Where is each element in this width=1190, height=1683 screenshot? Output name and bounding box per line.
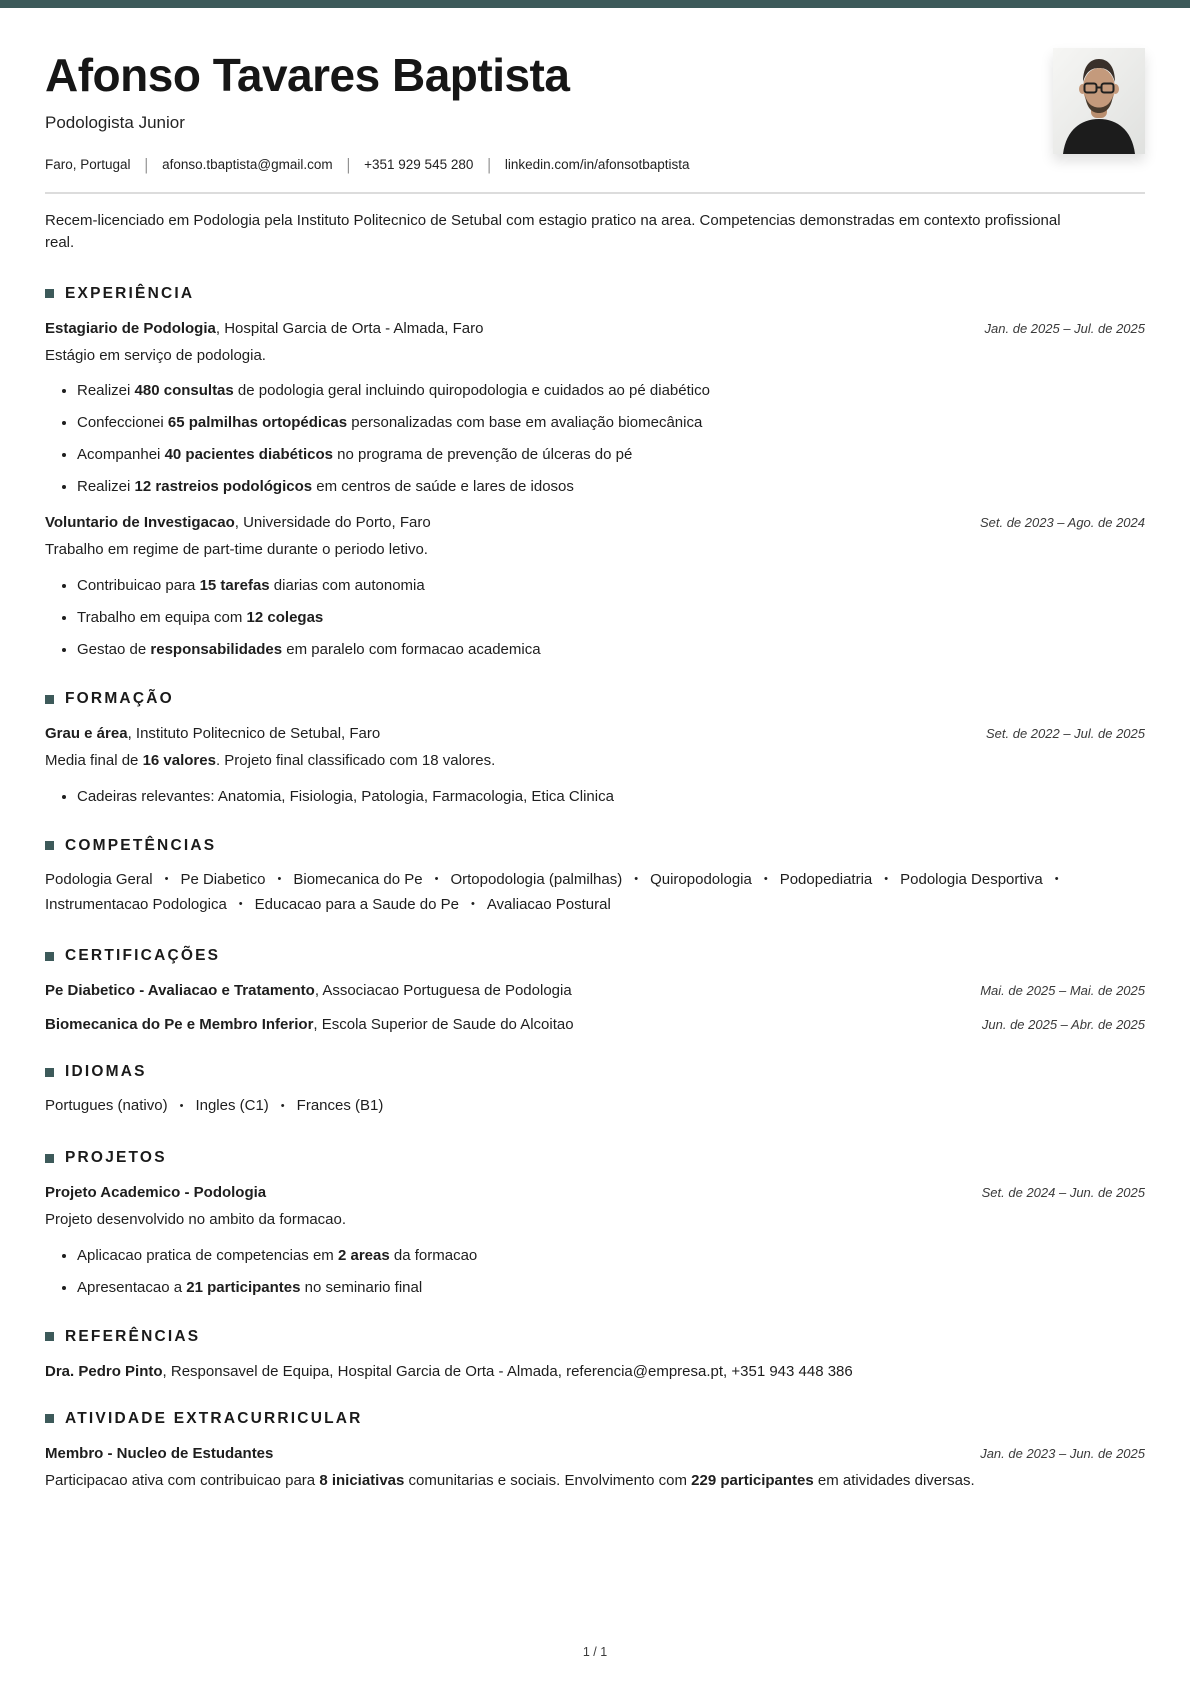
list-separator: • — [434, 873, 439, 886]
entry-date: Set. de 2022 – Jul. de 2025 — [985, 726, 1145, 742]
candidate-job-title: Podologista Junior — [45, 112, 185, 132]
bullet-item — [77, 1277, 1145, 1298]
bullet-text: diarias com autonomia — [269, 577, 425, 595]
entry-title-school: , Instituto Politecnico de Setubal, Faro — [127, 725, 381, 743]
reference-details: , Responsavel de Equipa, Hospital Garcia de Orta - Almada, referencia@empresa.pt, +351 943 448 386 — [162, 1362, 853, 1380]
section-marker-icon — [45, 841, 54, 850]
list-item: Podologia Desportiva — [900, 870, 1043, 888]
certification-name: Biomecanica do Pe e Membro Inferior — [45, 1016, 314, 1034]
entry-description: Estágio em serviço de podologia. — [45, 346, 266, 364]
list-item: Ingles (C1) — [195, 1097, 269, 1115]
entry-description — [45, 750, 1145, 772]
bullet-item — [77, 1245, 1145, 1266]
bullet-text: Apresentacao a — [77, 1278, 187, 1296]
bullet-list — [45, 575, 1145, 660]
entry-title — [45, 1445, 273, 1462]
section-marker-icon — [45, 289, 54, 298]
list-item: Podopediatria — [779, 870, 873, 888]
bullet-text: Confeccionei — [77, 414, 168, 432]
bullet-text: Aplicacao pratica de competencias em — [77, 1246, 338, 1264]
section-heading-label: FORMAÇÃO — [65, 690, 174, 708]
certification-entry — [45, 982, 1145, 999]
bullet-text: em paralelo com formacao academica — [282, 641, 541, 659]
bullet-text: Realizei — [77, 478, 135, 496]
profile-photo-illustration — [1053, 48, 1145, 154]
list-separator: | — [487, 154, 491, 174]
section-heading-label: ATIVIDADE EXTRACURRICULAR — [65, 1409, 363, 1427]
desc-text: Media final de — [45, 752, 143, 770]
bullet-highlight: 40 pacientes diabéticos — [164, 446, 333, 464]
list-item: linkedin.com/in/afonsotbaptista — [504, 156, 690, 172]
skills-list — [45, 868, 1145, 918]
entry-title — [45, 1184, 266, 1201]
entry-date: Jan. de 2025 – Jul. de 2025 — [984, 320, 1145, 336]
section-marker-icon — [45, 1414, 54, 1423]
certification-name: Pe Diabetico - Avaliacao e Tratamento — [45, 982, 315, 1000]
section-idiomas — [45, 1063, 1145, 1119]
contact-row — [45, 154, 1145, 174]
list-item: Frances (B1) — [296, 1097, 384, 1115]
bullet-item — [77, 444, 1145, 465]
bullet-highlight: 65 palmilhas ortopédicas — [167, 414, 348, 432]
entry-title — [45, 725, 380, 742]
bullet-list — [45, 1245, 1145, 1298]
bullet-text: Acompanhei — [77, 446, 165, 464]
bullet-text: em centros de saúde e lares de idosos — [312, 478, 574, 496]
desc-highlight: 8 iniciativas — [319, 1471, 405, 1489]
list-item: Instrumentacao Podologica — [45, 895, 227, 913]
education-entry — [45, 725, 1145, 807]
bullet-text: personalizadas com base em avaliação biomecânica — [347, 414, 703, 432]
section-heading-competencias — [45, 837, 1145, 855]
entry-description: Projeto desenvolvido no ambito da formacao. — [45, 1211, 347, 1229]
entry-title — [45, 1016, 574, 1033]
section-heading-label: COMPETÊNCIAS — [65, 836, 217, 854]
list-item: Educacao para a Saude do Pe — [254, 895, 459, 913]
bullet-highlight: 12 colegas — [246, 609, 324, 627]
section-marker-icon — [45, 1068, 54, 1077]
project-entry — [45, 1184, 1145, 1298]
desc-highlight: 229 participantes — [691, 1471, 814, 1489]
bullet-text: Contribuicao para — [77, 577, 200, 595]
bullet-item — [77, 380, 1145, 401]
list-item: Portugues (nativo) — [45, 1097, 168, 1115]
reference-line — [45, 1363, 1145, 1380]
bullet-highlight: 12 rastreios podológicos — [134, 478, 313, 496]
section-heading-certificacoes — [45, 947, 1145, 965]
entry-title — [45, 514, 431, 531]
entry-title — [45, 982, 572, 999]
list-item: +351 929 545 280 — [364, 156, 474, 172]
entry-title-role: Voluntario de Investigacao — [45, 514, 235, 532]
experience-entry — [45, 320, 1145, 498]
bullet-text: Gestao de — [77, 641, 151, 659]
candidate-name: Afonso Tavares Baptista — [45, 49, 570, 101]
activity-entry — [45, 1445, 1145, 1492]
summary-text: Recem-licenciado em Podologia pela Instituto Politecnico de Setubal com estagio pratico na area. Competencias demonstradas em contexto profissional real. — [45, 211, 1061, 252]
desc-text: . Projeto final classificado com 18 valores. — [215, 752, 496, 770]
list-item: Quiropodologia — [650, 870, 752, 888]
list-item: afonso.tbaptista@gmail.com — [162, 156, 333, 172]
bullet-item — [77, 412, 1145, 433]
bullet-item — [77, 476, 1145, 497]
section-heading-label: EXPERIÊNCIA — [65, 284, 195, 302]
section-experiencia — [45, 285, 1145, 661]
list-item: Faro, Portugal — [45, 156, 131, 172]
list-item: Biomecanica do Pe — [293, 870, 423, 888]
section-marker-icon — [45, 1154, 54, 1163]
experience-entry — [45, 514, 1145, 660]
profile-photo — [1053, 48, 1145, 154]
section-heading-label: REFERÊNCIAS — [65, 1327, 201, 1345]
bullet-text: no programa de prevenção de úlceras do pé — [332, 446, 633, 464]
certification-issuer: , Escola Superior de Saude do Alcoitao — [313, 1016, 574, 1034]
list-separator: | — [144, 154, 149, 174]
bullet-item — [77, 786, 1145, 807]
section-referencias — [45, 1328, 1145, 1380]
list-separator: • — [634, 873, 639, 886]
section-atividade-extracurricular — [45, 1410, 1145, 1492]
entry-title-role: Estagiario de Podologia — [45, 319, 216, 337]
bullet-text: de podologia geral incluindo quiropodologia e cuidados ao pé diabético — [233, 382, 710, 400]
section-marker-icon — [45, 1332, 54, 1341]
section-marker-icon — [45, 952, 54, 961]
section-formacao — [45, 690, 1145, 807]
bullet-highlight: 15 tarefas — [199, 577, 270, 595]
section-heading-label: PROJETOS — [65, 1149, 167, 1167]
list-separator: • — [179, 1099, 184, 1112]
list-separator: • — [763, 873, 768, 886]
entry-description: Trabalho em regime de part-time durante o periodo letivo. — [45, 541, 428, 559]
bullet-text: Realizei — [77, 382, 135, 400]
entry-date: Set. de 2023 – Ago. de 2024 — [979, 515, 1145, 531]
list-item: Podologia Geral — [45, 870, 153, 888]
list-separator: • — [164, 873, 169, 886]
list-item: Ortopodologia (palmilhas) — [450, 870, 623, 888]
entry-title — [45, 320, 483, 337]
list-separator: • — [470, 898, 475, 911]
entry-description — [45, 1470, 1145, 1492]
desc-text: Participacao ativa com contribuicao para — [45, 1471, 320, 1489]
certification-issuer: , Associacao Portuguesa de Podologia — [314, 982, 572, 1000]
section-heading-idiomas — [45, 1063, 1145, 1081]
reference-name: Dra. Pedro Pinto — [45, 1362, 163, 1380]
bullet-text: no seminario final — [300, 1278, 423, 1296]
list-separator: • — [277, 873, 282, 886]
bullet-highlight: 480 consultas — [134, 382, 234, 400]
section-heading-label: CERTIFICAÇÕES — [65, 947, 221, 965]
section-competencias — [45, 837, 1145, 918]
entry-title-degree: Grau e área — [45, 725, 128, 743]
bullet-list — [45, 786, 1145, 807]
section-heading-projetos — [45, 1149, 1145, 1167]
section-heading-experiencia — [45, 285, 1145, 303]
entry-title-org: , Universidade do Porto, Faro — [234, 514, 431, 532]
bullet-list — [45, 380, 1145, 497]
list-separator: • — [280, 1099, 285, 1112]
bullet-highlight: responsabilidades — [150, 641, 283, 659]
desc-text: em atividades diversas. — [813, 1471, 975, 1489]
list-separator: | — [346, 154, 351, 174]
list-item: Pe Diabetico — [180, 870, 266, 888]
bullet-item — [77, 607, 1145, 628]
section-marker-icon — [45, 695, 54, 704]
section-certificacoes — [45, 947, 1145, 1033]
reference-entry — [45, 1363, 1145, 1380]
entry-date: Set. de 2024 – Jun. de 2025 — [981, 1185, 1145, 1201]
desc-highlight: 16 valores — [142, 752, 216, 770]
languages-list — [45, 1094, 1145, 1119]
header-divider — [45, 192, 1145, 194]
list-separator: • — [1054, 873, 1059, 886]
project-name: Projeto Academico - Podologia — [45, 1184, 267, 1202]
bullet-item — [77, 639, 1145, 660]
bullet-text: Cadeiras relevantes: Anatomia, Fisiologia, Patologia, Farmacologia, Etica Clinica — [77, 787, 614, 805]
section-projetos — [45, 1149, 1145, 1298]
entry-date: Jan. de 2023 – Jun. de 2025 — [980, 1445, 1145, 1461]
entry-date: Jun. de 2025 – Abr. de 2025 — [981, 1017, 1145, 1033]
activity-role: Membro - Nucleo de Estudantes — [45, 1444, 274, 1462]
list-separator: • — [238, 898, 243, 911]
desc-text: comunitarias e sociais. Envolvimento com — [404, 1471, 692, 1489]
section-heading-label: IDIOMAS — [65, 1063, 147, 1081]
entry-title-org: , Hospital Garcia de Orta - Almada, Faro — [215, 319, 484, 337]
header — [45, 50, 1145, 194]
accent-top-bar — [0, 0, 1190, 8]
page-indicator: 1 / 1 — [582, 1645, 608, 1659]
section-heading-atividade — [45, 1410, 1145, 1428]
bullet-text: Trabalho em equipa com — [77, 609, 247, 627]
list-separator: • — [884, 873, 889, 886]
section-heading-formacao — [45, 690, 1145, 708]
bullet-text: da formacao — [389, 1246, 478, 1264]
entry-date: Mai. de 2025 – Mai. de 2025 — [980, 983, 1145, 999]
certification-entry — [45, 1016, 1145, 1033]
bullet-item — [77, 575, 1145, 596]
list-item: Avaliacao Postural — [486, 895, 611, 913]
bullet-highlight: 21 participantes — [186, 1278, 301, 1296]
section-heading-referencias — [45, 1328, 1145, 1346]
bullet-highlight: 2 areas — [337, 1246, 390, 1264]
